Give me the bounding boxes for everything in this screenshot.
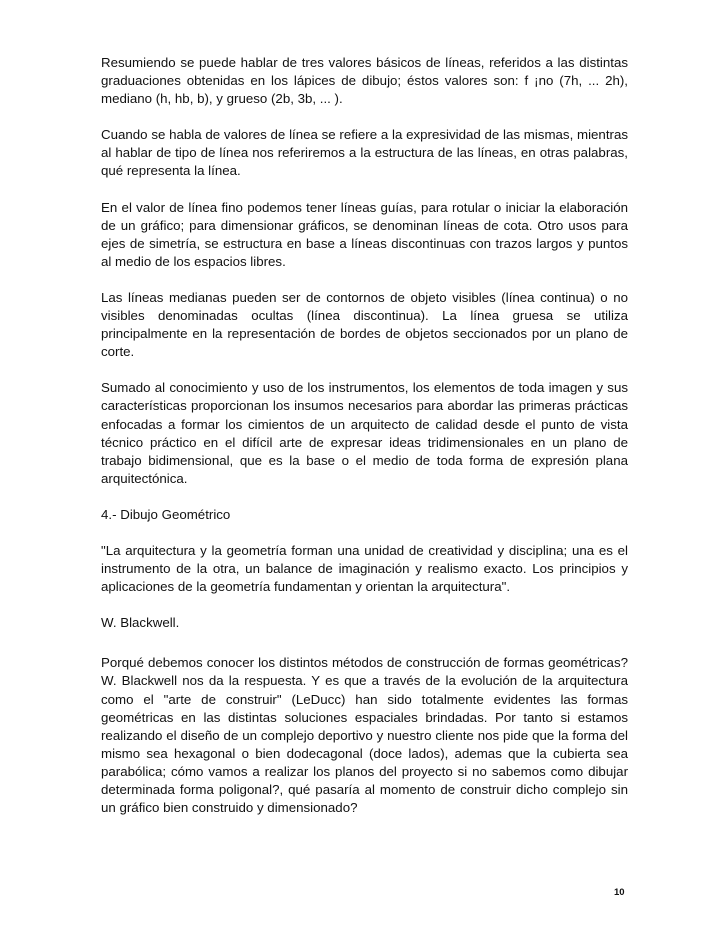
quote-author: W. Blackwell. (101, 615, 180, 631)
paragraph-medium-thick-lines: Las líneas medianas pueden ser de contornos de objeto visibles (línea continua) o no visibles denominadas ocultas (línea discontinua). La línea gruesa se utiliza principalmente en la representación de bordes de objetos seccionados por un plano de corte. (101, 289, 628, 360)
page-content (101, 54, 628, 835)
paragraph-fine-lines: En el valor de línea fino podemos tener líneas guías, para rotular o iniciar la elaboración de un gráfico; para dimensionar gráficos, se denominan líneas de cota. Otro usos para ejes de simetría, se estructura en base a líneas discontinuas con trazos largos y puntos al medio de los espacios libres. (101, 199, 628, 269)
paragraph-instruments-foundations: Sumado al conocimiento y uso de los instrumentos, los elementos de toda imagen y sus características proporcionan los insumos necesarios para abordar las primeras prácticas enfocadas a formar los cimientos de un arquitecto de calidad desde el punto de vista técnico práctico en el difícil arte de expresar ideas tridimensionales en un plano de trabajo bidimensional, que es la base o el medio de toda forma de expresión plana arquitectónica. (101, 380, 628, 486)
page-number: 10 (614, 887, 625, 898)
paragraph-line-values-summary: Resumiendo se puede hablar de tres valores básicos de líneas, referidos a las distintas graduaciones obtenidas en los lápices de dibujo; éstos valores son: f ¡no (7h, ... 2h), mediano (h, hb, b), y grueso (2b, 3b, ... ). (101, 55, 628, 107)
section-heading: 4.- Dibujo Geométrico (101, 506, 231, 522)
quote-paragraph: "La arquitectura y la geometría forman una unidad de creatividad y disciplina; una es el instrumento de la otra, un balance de imaginación y realismo exacto. Los principios y aplicaciones de la geometría fundamentan y orientan la arquitectura". (101, 542, 628, 595)
paragraph-line-value-vs-type: Cuando se habla de valores de línea se refiere a la expresividad de las mismas, mientras al hablar de tipo de línea nos referiremos a la estructura de las líneas, en otras palabras, qué representa la línea. (101, 127, 628, 179)
paragraph-geometric-forms: Porqué debemos conocer los distintos métodos de construcción de formas geométricas? W. Blackwell nos da la respuesta. Y es que a través de la evolución de la arquitectura como el "arte de construir" (LeDucc) han sido totalmente evidentes las formas geométricas en las distintas soluciones espaciales brindadas. Por tanto si estamos realizando el diseño de un complejo deportivo y nuestro cliente nos pide que la forma del mismo sea hexagonal o bien dodecagonal (doce lados), ademas que la cubierta sea parabólica; cómo vamos a realizar los planos del proyecto si no sabemos como dibujar determinada forma poligonal?, qué pasaría al momento de construir dicho complejo sin un gráfico bien construido y dimensionado? (101, 655, 628, 816)
